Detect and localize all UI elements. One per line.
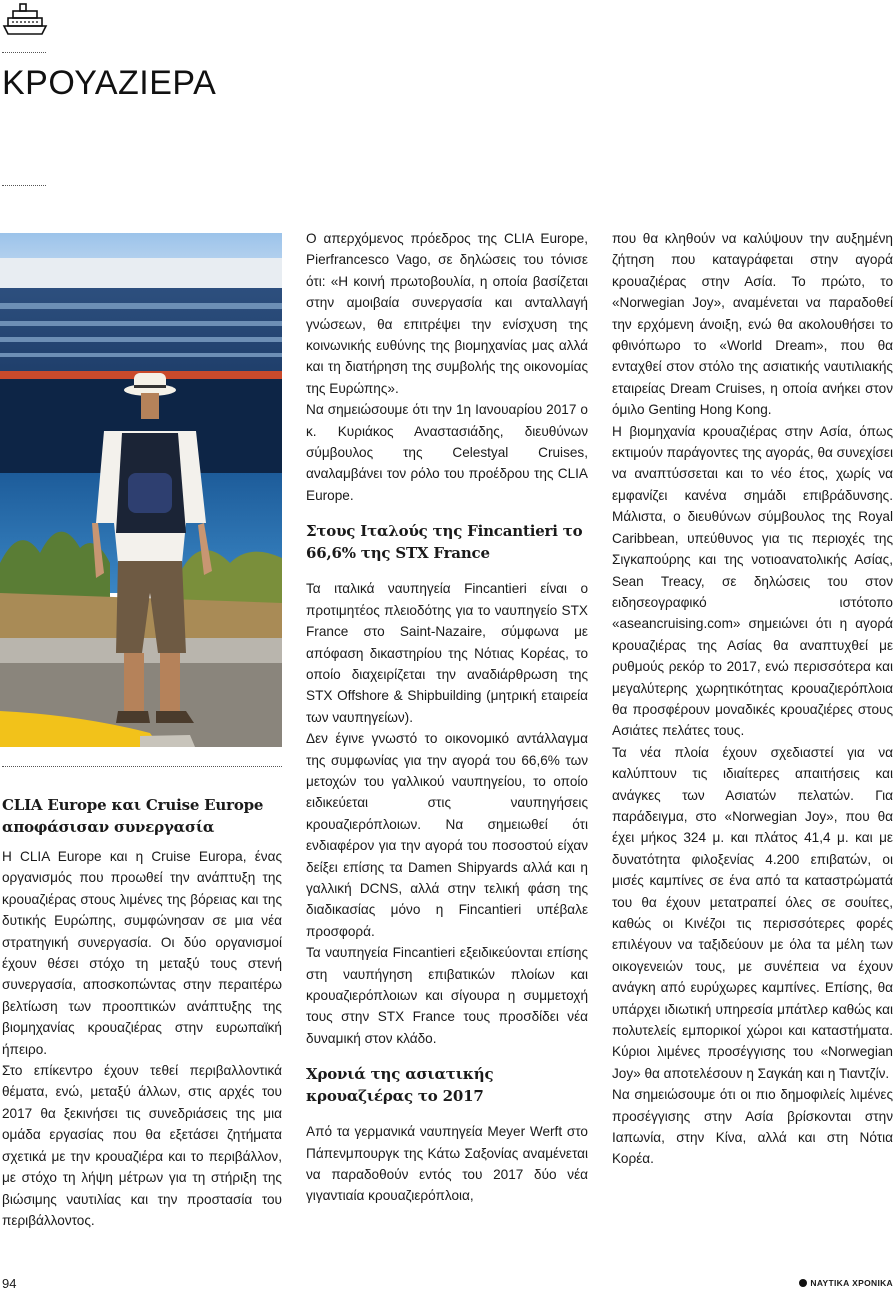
article-heading: Στους Ιταλούς της Fincantieri το 66,6% της STX France — [306, 522, 583, 563]
article-heading: CLIA Europe και Cruise Europe αποφάσισαν συνεργασία — [2, 796, 264, 836]
header-rule-top — [2, 52, 46, 53]
cruise-ship-icon — [2, 2, 48, 36]
header-rule-bottom — [2, 185, 46, 186]
article-heading: Χρονιά της ασιατικής κρουαζιέρας το 2017 — [306, 1065, 494, 1106]
paragraph: Να σημειώσουμε ότι την 1η Ιανουαρίου 2017 ο κ. Κυριάκος Αναστασιάδης, διευθύνων σύμβουλος της Celestyal Cruises, αναλαμβάνει τον ρόλο του προέδρου της CLIA Europe. — [306, 402, 588, 503]
brand-logo-icon — [799, 1279, 807, 1287]
section-title: ΚΡΟΥΑΖΙΕΡΑ — [2, 64, 217, 102]
paragraph: Δεν έγινε γνωστό το οικονομικό αντάλλαγμα της συμφωνίας για την αγορά του 66,6% των μετοχών του γαλλικού ναυπηγείου, το οποίο ειδικεύεται στις ναυπηγήσεις κρουαζιερόπλοιων. Να σημειωθεί ότι ενδιαφέρον για την αγορά του ποσοστού είχαν δείξει επίσης τα Damen Shipyards αλλά και η γαλλική DCNS, αλλά στην τελική φάση της διαδικασίας μόνο η Fincantieri υπέβαλε προσφορά. — [306, 731, 588, 939]
column-3 — [612, 228, 893, 1170]
page-number: 94 — [2, 1276, 17, 1291]
column-2 — [306, 228, 588, 1207]
paragraph: Τα ιταλικά ναυπηγεία Fincantieri είναι ο προτιμητέος πλειοδότης για το ναυπηγείο STX France στο Saint-Nazaire, σύμφωνα με απόφαση δικαστηρίου της Νότιας Κορέας, το οποίο διαχειρίζεται την αναδιάρθρωση της STX Offshore & Shipbuilding (μητρική εταιρεία των ναυπηγείων). — [306, 581, 588, 725]
column-1 — [2, 794, 282, 1231]
paragraph: Να σημειώσουμε ότι οι πιο δημοφιλείς λιμένες προσέγγισης στην Ασία βρίσκονται στην Ιαπωνία, στην Κίνα, αλλά και στη Νότια Κορέα. — [612, 1087, 893, 1167]
publication-brand — [799, 1278, 893, 1288]
paragraph: Τα ναυπηγεία Fincantieri εξειδικεύονται επίσης στη ναυπήγηση επιβατικών πλοίων και κρουαζιερόπλοιων και σίγουρα η συμμετοχή τους στην STX France τους προσδίδει νέα δυναμική στον κλάδο. — [306, 945, 588, 1046]
paragraph: Η CLIA Europe και η Cruise Europa, ένας οργανισμός που προωθεί την ανάπτυξη της κρουαζιέρας στους λιμένες της βόρειας και της δυτικής Ευρώπης, συμφώνησαν σε μια νέα στρατηγική συνεργασία. Οι δύο οργανισμοί έχουν θέσει στόχο τη μεταξύ τους στενή συνεργασία, αποσκοπώντας στην περαιτέρω βελτίωση των προοπτικών ανάπτυξης της βιομηχανίας κρουαζιέρας στην ευρωπαϊκή ήπειρο. — [2, 849, 282, 1057]
paragraph: Στο επίκεντρο έχουν τεθεί περιβαλλοντικά θέματα, ενώ, μεταξύ άλλων, στις αρχές του 2017 θα ξεκινήσει τις συνεδριάσεις της μια ομάδα εργασίας που θα εξετάσει ζητήματα σχετικά με την κρουαζιέρα και το περιβάλλον, με στόχο τη λήψη μέτρων για τη στήριξη της βιώσιμης ναυτιλίας και την προστασία του περιβάλλοντος. — [2, 1063, 282, 1228]
paragraph: που θα κληθούν να καλύψουν την αυξημένη ζήτηση που καταγράφεται στην αγορά κρουαζιέρας στην Ασία. Το πρώτο, το «Norwegian Joy», αναμένεται να παραδοθεί την ερχόμενη άνοιξη, ενώ θα ακολουθήσει το φθινόπωρο το «World Dream», που θα ενταχθεί στον στόλο της ασιατικής ναυτιλιακής εταιρείας Dream Cruises, η οποία ανήκει στον όμιλο Genting Hong Kong. — [612, 231, 893, 418]
photo-caption-rule — [2, 766, 282, 767]
brand-name: ΝΑΥΤΙΚΑ ΧΡΟΝΙΚΑ — [810, 1278, 893, 1288]
paragraph: Ο απερχόμενος πρόεδρος της CLIA Europe, Pierfrancesco Vago, σε δηλώσεις του τόνισε ότι: «Η κοινή πρωτοβουλία, η οποία βασίζεται στην αμοιβαία συνεργασία και ανταλλαγή γνώσεων, θα επιτρέψει την ενίσχυση της κοινωνικής ευθύνης της βιομηχανίας μας αλλά και τη διατήρηση της συμβολής της οικονομίας της Ευρώπης». — [306, 231, 588, 396]
paragraph: Τα νέα πλοία έχουν σχεδιαστεί για να καλύπτουν τις ιδιαίτερες απαιτήσεις και ανάγκες των Ασιατών πελατών. Για παράδειγμα, στο «Norwegian Joy», που θα έχει μήκος 324 μ. και πλάτος 41,4 μ. και με δυνατότητα φιλοξενίας 4.200 επιβατών, οι μισές καμπίνες σε ένα από τα καταστρώματά του θα έχουν μετατραπεί όλες σε σουίτες, καθώς οι Κινέζοι τις περισσότερες φορές επιλέγουν να ταξιδεύουν με όλα τα μέλη των οικογενειών τους, με συνέπεια να έχουν ανάγκη από ευρύχωρες καμπίνες. Επίσης, θα υπάρχει ιδιωτική υπηρεσία μπάτλερ καθώς και πολυτελείς εμπορικοί χώροι και καταστήματα. Κύριοι λιμένες προσέγγισης του «Norwegian Joy» θα αποτελέσουν η Σαγκάη και η Τιαντζίν. — [612, 744, 893, 1081]
traveler-photo — [0, 233, 282, 747]
paragraph: Η βιομηχανία κρουαζιέρας στην Ασία, όπως εκτιμούν παράγοντες της αγοράς, θα συνεχίσει να αναπτύσσεται και το νέο έτος, χωρίς να εμφανίζει κανένα σημάδι επιβράδυνσης. Μάλιστα, ο διευθύνων σύμβουλος της Royal Caribbean, υπεύθυνος για τις περιοχές της Σιγκαπούρης και της νοτιοανατολικής Ασίας, Sean Treacy, σε δηλώσεις του στον ειδησεογραφικό ιστότοπο «aseancruising.com» σημειώνει ότι η αγορά κρουαζιέρας της Ασίας θα αναπτυχθεί με ρυθμούς ρεκόρ το 2017, ενώ περισσότερα και μεγαλύτερης χωρητικότητας κρουαζιερόπλοια θα προσφέρουν μοναδικές κρουαζιέρες στους Ασιάτες πελάτες τους. — [612, 423, 893, 739]
paragraph: Από τα γερμανικά ναυπηγεία Meyer Werft στο Πάπενμπουργκ της Κάτω Σαξονίας αναμένεται να παραδοθούν εντός του 2017 δύο νέα γιγαντιαία κρουαζιερόπλοια, — [306, 1124, 588, 1204]
